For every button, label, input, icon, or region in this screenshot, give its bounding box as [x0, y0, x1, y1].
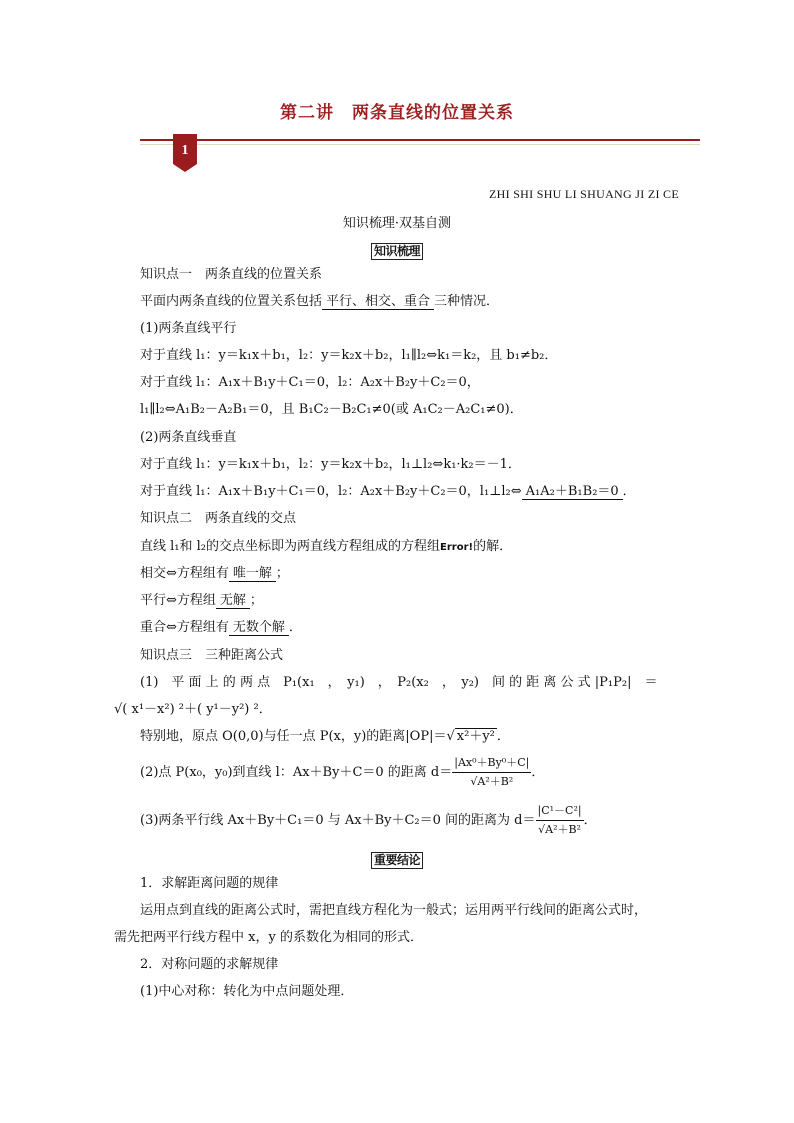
badge-number: 1 [181, 143, 189, 158]
knowledge-point-1: 知识点一 两条直线的位置关系 [140, 267, 323, 282]
box-label-wrapper [0, 849, 794, 869]
subheading-parallel: (1)两条直线平行 [140, 321, 237, 336]
formula-line: 对于直线 l₁：y＝k₁x＋b₁，l₂：y＝k₂x＋b₂，l₁⊥l₂⇔k₁·k₂＝－1． [140, 457, 521, 472]
pinyin-header: ZHI SHI SHU LI SHUANG JI ZI CE [489, 187, 679, 201]
section-heading: 知识梳理·双基自测 [342, 216, 452, 231]
formula-line: 对于直线 l₁：A₁x＋B₁y＋C₁＝0，l₂：A₂x＋B₂y＋C₂＝0，l₁⊥l₂⇔ A₁A₂＋B₁B₂＝0 ． [140, 484, 636, 499]
paragraph: 运用点到直线的距离公式时，需把直线方程化为一般式；运用两平行线间的距离公式时， [140, 903, 648, 918]
fraction: $\frac{\text{|C¹－C²|}}{\text{√A²＋B²}}$ [537, 804, 582, 836]
blank-answer: 唯一解 [229, 566, 276, 582]
formula-line: 对于直线 l₁：y＝k₁x＋b₁，l₂：y＝k₂x＋b₂，l₁∥l₂⇔k₁＝k₂，且 b₁≠b₂． [140, 348, 558, 363]
formula-line: (2)点 P(x₀，y₀)到直线 l：Ax＋By＋C＝0 的距离 d＝ $\frac{\text{|Ax⁰＋By⁰＋C|}}{\text{√A²＋B²}}$ ． [140, 754, 544, 791]
conclusion-heading: 2．对称问题的求解规律 [140, 957, 279, 972]
blank-answer: 平行、相交、重合 [322, 294, 434, 310]
title-rule-shadow [140, 144, 700, 145]
title-rule [140, 139, 700, 141]
blank-answer: A₁A₂＋B₁B₂＝0 [522, 484, 623, 500]
formula-line: (1) 平 面 上 的 两 点 P₁(x₁ ， y₁) ， P₂(x₂ ， y₂) 间 的 距 离 公 式 |P₁P₂| ＝ [140, 675, 658, 690]
boxed-label-conclusions: 重要结论 [371, 852, 423, 869]
conclusion-heading: 1．求解距离问题的规律 [140, 876, 279, 891]
formula-line: l₁∥l₂⇔A₁B₂－A₂B₁＝0，且 B₁C₂－B₂C₁≠0(或 A₁C₂－A₂C₁≠0)． [140, 402, 523, 417]
blank-answer: 无数个解 [229, 620, 289, 636]
formula-line: 对于直线 l₁：A₁x＋B₁y＋C₁＝0，l₂：A₂x＋B₂y＋C₂＝0， [140, 375, 480, 390]
paragraph-intersection: 直线 l₁和 l₂的交点坐标即为两直线方程组成的方程组Error!的解． [140, 539, 513, 554]
error-text: Error! [440, 542, 474, 553]
paragraph: 需先把两平行线方程中 x，y 的系数化为相同的形式． [114, 930, 423, 945]
knowledge-point-2: 知识点二 两条直线的交点 [140, 511, 297, 526]
paragraph-relations: 平面内两条直线的位置关系包括 平行、相交、重合 三种情况． [140, 294, 500, 309]
boxed-label-knowledge: 知识梳理 [371, 243, 423, 260]
section-number-badge [173, 134, 197, 172]
blank-answer: 无解 [216, 593, 250, 609]
formula-line: (3)两条平行线 Ax＋By＋C₁＝0 与 Ax＋By＋C₂＝0 间的距离为 d＝ $\frac{\text{|C¹－C²|}}{\text{√A²＋B²}}$ ． [140, 802, 597, 839]
box-label-wrapper [0, 240, 794, 260]
page-title: 第二讲 两条直线的位置关系 [280, 103, 514, 123]
formula-line: √( x¹－x²) ²＋( y¹－y²) ²． [114, 702, 272, 717]
formula-line: 相交⇔方程组有 唯一解 ； [140, 566, 289, 581]
paragraph: (1)中心对称：转化为中点问题处理． [140, 984, 354, 999]
formula-line: 特别地，原点 O(0,0)与任一点 P(x，y)的距离|OP|＝√ x²＋y² ． [140, 729, 510, 744]
subheading-perpendicular: (2)两条直线垂直 [140, 430, 237, 445]
knowledge-point-3: 知识点三 三种距离公式 [140, 648, 284, 663]
fraction: $\frac{\text{|Ax⁰＋By⁰＋C|}}{\text{√A²＋B²}}$ [454, 756, 530, 788]
formula-line: 平行⇔方程组 无解 ； [140, 593, 263, 608]
formula-line: 重合⇔方程组有 无数个解 ． [140, 620, 302, 635]
sqrt-expression: x²＋y² [456, 729, 495, 744]
